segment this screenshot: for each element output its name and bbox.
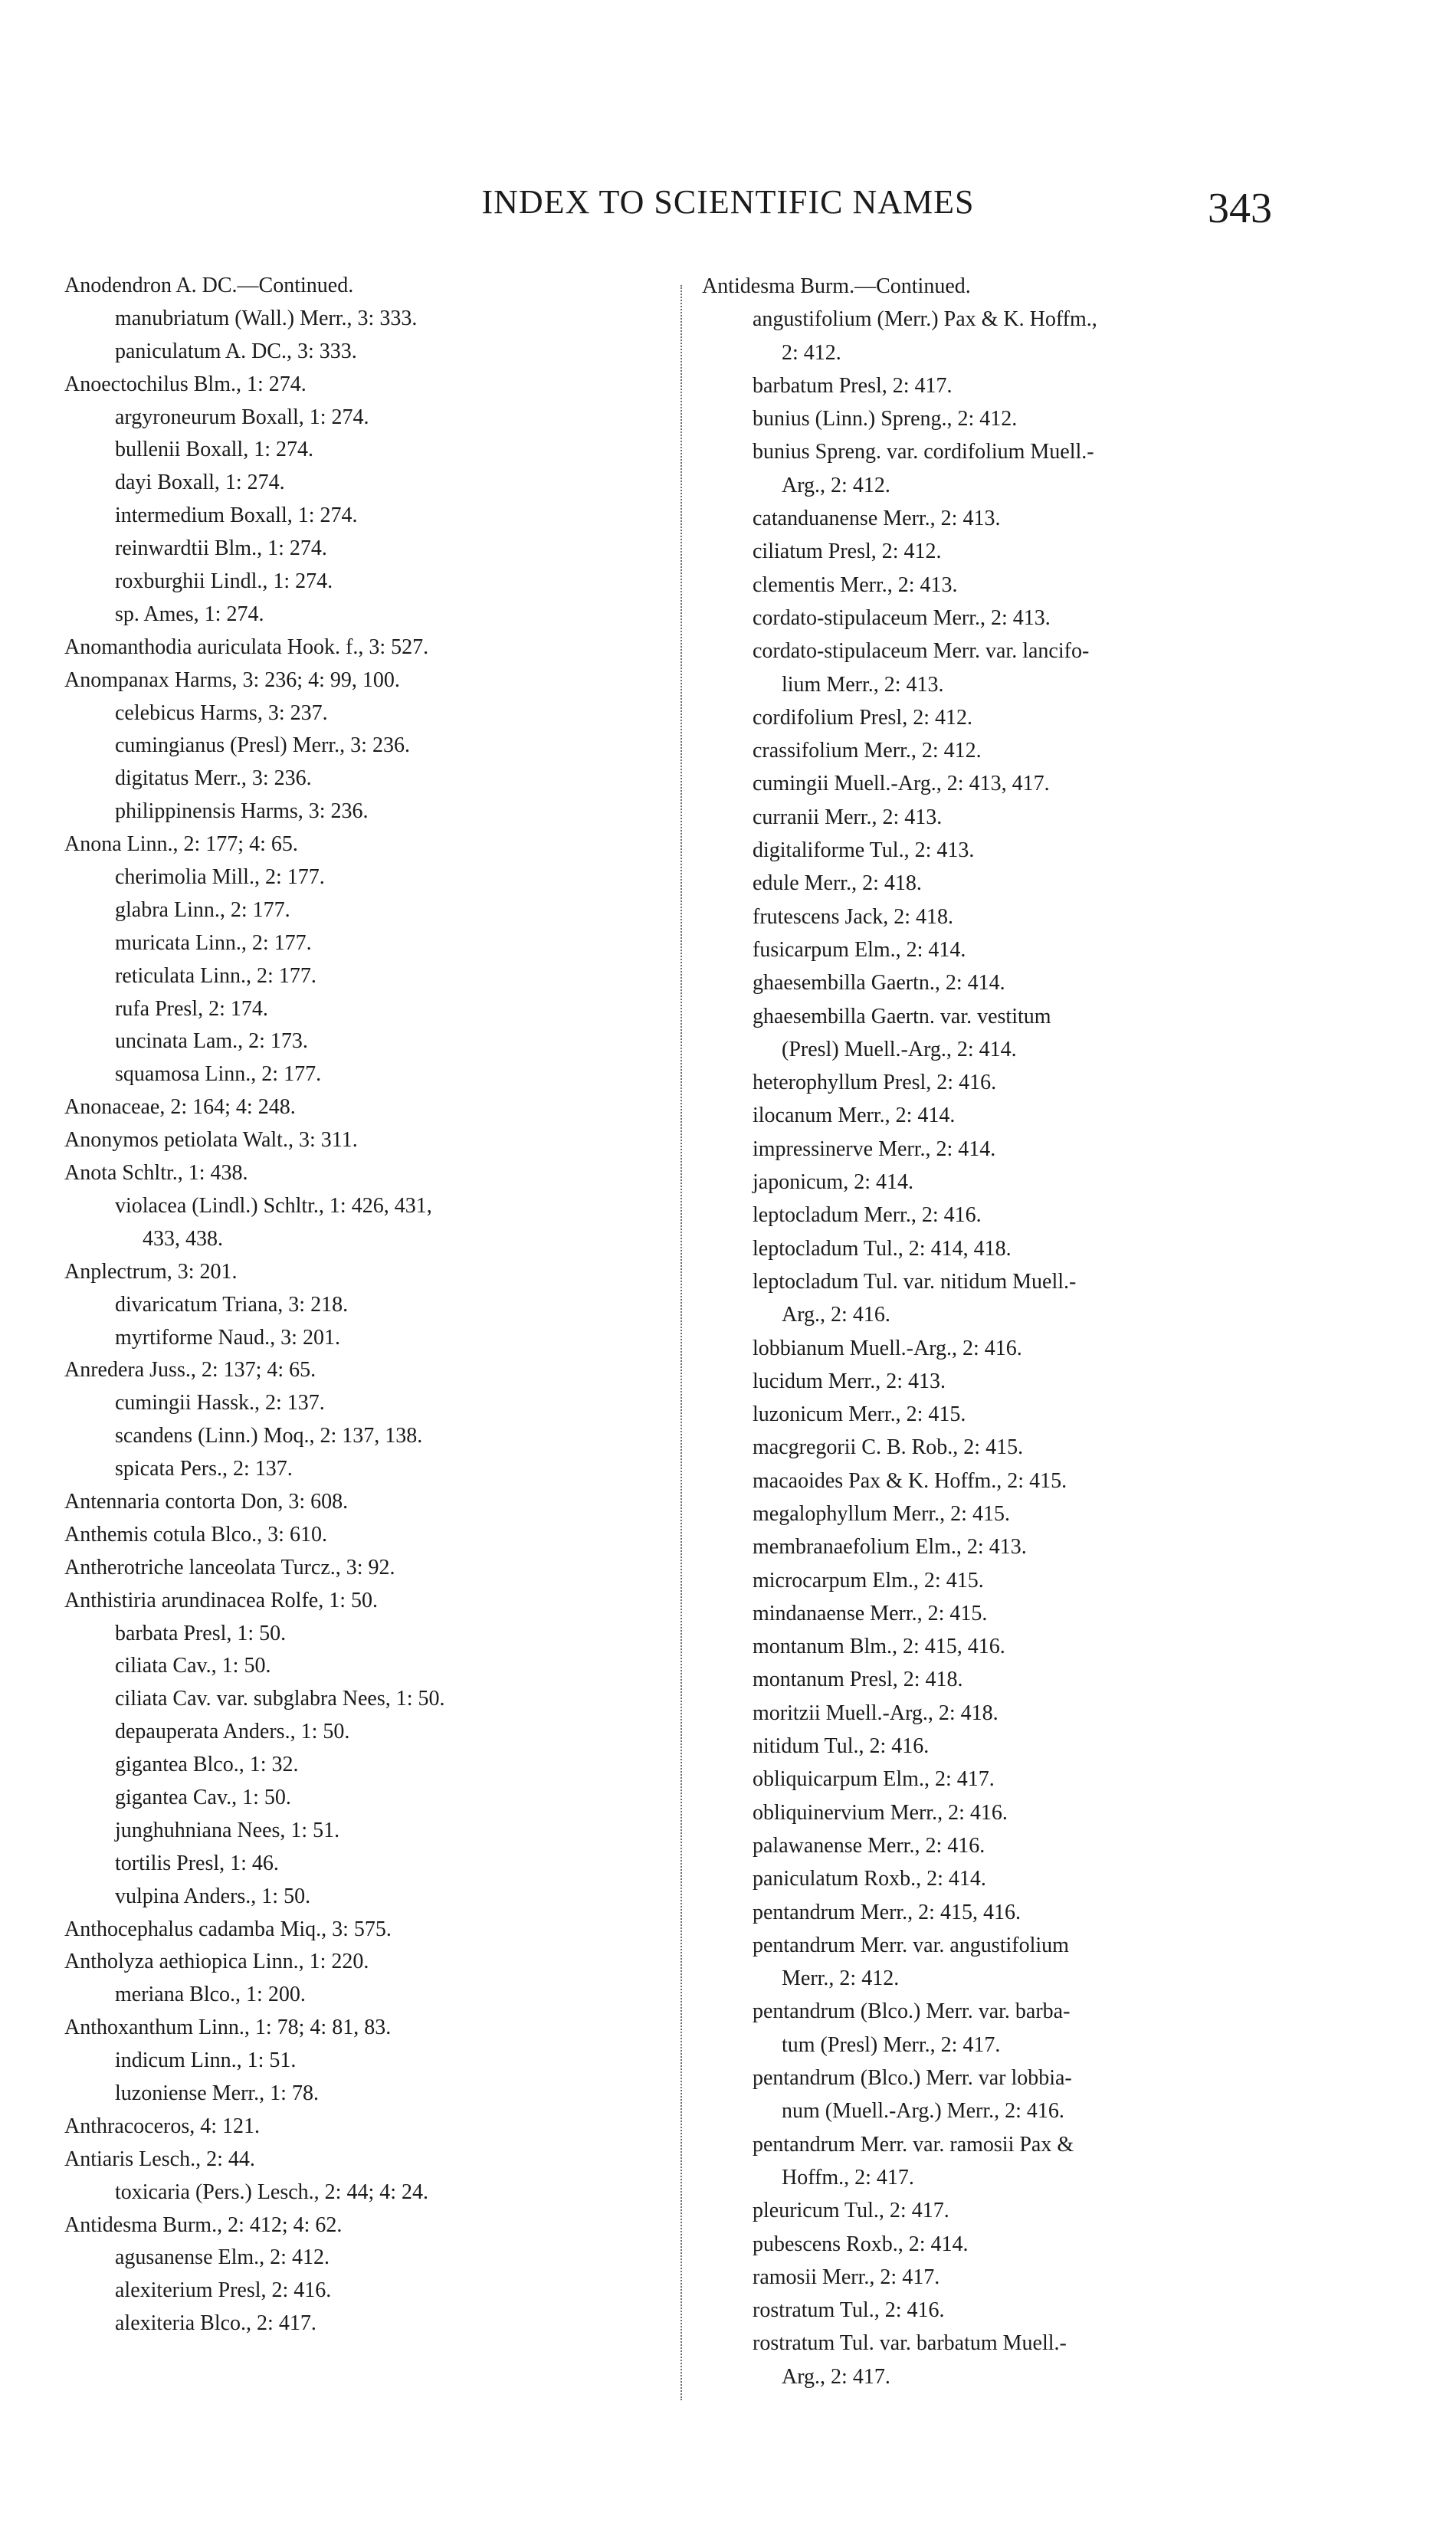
index-entry: frutescens Jack, 2: 418. bbox=[753, 904, 954, 929]
index-entry-continuation: Arg., 2: 412. bbox=[782, 473, 890, 497]
index-entry-continuation: lium Merr., 2: 413. bbox=[782, 672, 944, 697]
index-entry-continuation: Arg., 2: 416. bbox=[782, 1303, 890, 1327]
index-entry-continuation: (Presl) Muell.-Arg., 2: 414. bbox=[782, 1037, 1017, 1061]
index-entry: Anoectochilus Blm., 1: 274. bbox=[64, 372, 307, 396]
index-entry: rostratum Tul., 2: 416. bbox=[753, 2298, 945, 2323]
index-entry: meriana Blco., 1: 200. bbox=[115, 1983, 306, 2007]
index-entry-continuation: 2: 412. bbox=[782, 340, 841, 365]
running-head: INDEX TO SCIENTIFIC NAMES bbox=[481, 183, 975, 221]
index-entry: luzonicum Merr., 2: 415. bbox=[753, 1402, 966, 1427]
index-entry: bullenii Boxall, 1: 274. bbox=[115, 438, 313, 462]
index-entry: Anthracoceros, 4: 121. bbox=[64, 2114, 261, 2138]
index-entry: edule Merr., 2: 418. bbox=[753, 871, 922, 896]
index-entry: argyroneurum Boxall, 1: 274. bbox=[115, 405, 369, 429]
index-entry: clementis Merr., 2: 413. bbox=[753, 572, 958, 597]
index-entry: alexiteria Blco., 2: 417. bbox=[115, 2311, 316, 2336]
index-entry: cordifolium Presl, 2: 412. bbox=[753, 705, 972, 730]
index-entry: Antiaris Lesch., 2: 44. bbox=[64, 2147, 255, 2171]
index-entry: curranii Merr., 2: 413. bbox=[753, 805, 943, 829]
index-entry: glabra Linn., 2: 177. bbox=[115, 897, 290, 922]
index-entry: crassifolium Merr., 2: 412. bbox=[753, 739, 982, 763]
index-entry: Anthistiria arundinacea Rolfe, 1: 50. bbox=[64, 1588, 378, 1612]
index-entry: scandens (Linn.) Moq., 2: 137, 138. bbox=[115, 1424, 423, 1448]
index-entry: gigantea Cav., 1: 50. bbox=[115, 1785, 291, 1809]
index-entry-continuation: num (Muell.-Arg.) Merr., 2: 416. bbox=[782, 2099, 1064, 2124]
index-entry: obliquinervium Merr., 2: 416. bbox=[753, 1800, 1008, 1825]
index-entry: Anomanthodia auriculata Hook. f., 3: 527. bbox=[64, 635, 429, 659]
index-entry: catanduanense Merr., 2: 413. bbox=[753, 507, 1001, 531]
index-entry-continuation: 433, 438. bbox=[143, 1226, 223, 1251]
index-entry: palawanense Merr., 2: 416. bbox=[753, 1833, 985, 1858]
index-entry: nitidum Tul., 2: 416. bbox=[753, 1734, 930, 1759]
index-entry: luzoniense Merr., 1: 78. bbox=[115, 2081, 319, 2105]
index-entry: toxicaria (Pers.) Lesch., 2: 44; 4: 24. bbox=[115, 2180, 429, 2204]
index-entry: spicata Pers., 2: 137. bbox=[115, 1457, 293, 1481]
index-entry: ilocanum Merr., 2: 414. bbox=[753, 1104, 956, 1128]
index-entry: paniculatum A. DC., 3: 333. bbox=[115, 339, 357, 363]
index-entry: philippinensis Harms, 3: 236. bbox=[115, 799, 369, 824]
index-entry: megalophyllum Merr., 2: 415. bbox=[753, 1501, 1010, 1526]
index-entry: obliquicarpum Elm., 2: 417. bbox=[753, 1767, 995, 1792]
index-entry: manubriatum (Wall.) Merr., 3: 333. bbox=[115, 306, 418, 330]
index-entry: Anredera Juss., 2: 137; 4: 65. bbox=[64, 1358, 316, 1383]
index-entry: macgregorii C. B. Rob., 2: 415. bbox=[753, 1435, 1024, 1460]
index-entry: ramosii Merr., 2: 417. bbox=[753, 2265, 940, 2289]
index-entry: macaoides Pax & K. Hoffm., 2: 415. bbox=[753, 1468, 1067, 1493]
index-entry: vulpina Anders., 1: 50. bbox=[115, 1884, 311, 1908]
index-entry: reinwardtii Blm., 1: 274. bbox=[115, 536, 327, 561]
index-entry-continuation: Merr., 2: 412. bbox=[782, 1966, 900, 1991]
index-entry: sp. Ames, 1: 274. bbox=[115, 602, 264, 626]
index-entry: cumingianus (Presl) Merr., 3: 236. bbox=[115, 733, 410, 758]
index-entry: cumingii Muell.-Arg., 2: 413, 417. bbox=[753, 772, 1050, 796]
index-entry: Antennaria contorta Don, 3: 608. bbox=[64, 1489, 349, 1514]
index-entry: Anthoxanthum Linn., 1: 78; 4: 81, 83. bbox=[64, 2016, 392, 2040]
index-entry: violacea (Lindl.) Schltr., 1: 426, 431, bbox=[115, 1193, 432, 1218]
index-entry: barbata Presl, 1: 50. bbox=[115, 1621, 287, 1645]
index-entry: indicum Linn., 1: 51. bbox=[115, 2048, 297, 2073]
index-entry: angustifolium (Merr.) Pax & K. Hoffm., bbox=[753, 307, 1097, 332]
index-entry: intermedium Boxall, 1: 274. bbox=[115, 504, 358, 528]
index-entry: tortilis Presl, 1: 46. bbox=[115, 1851, 279, 1875]
index-entry: cordato-stipulaceum Merr., 2: 413. bbox=[753, 605, 1051, 630]
index-entry: Antidesma Burm., 2: 412; 4: 62. bbox=[64, 2212, 343, 2237]
index-entry: rostratum Tul. var. barbatum Muell.- bbox=[753, 2331, 1067, 2356]
index-entry: agusanense Elm., 2: 412. bbox=[115, 2245, 330, 2270]
index-entry-continuation: tum (Presl) Merr., 2: 417. bbox=[782, 2032, 1001, 2057]
index-entry-continuation: Hoffm., 2: 417. bbox=[782, 2165, 914, 2190]
index-entry: divaricatum Triana, 3: 218. bbox=[115, 1292, 349, 1317]
index-entry: pentandrum (Blco.) Merr. var. barba- bbox=[753, 1999, 1071, 2024]
right-column bbox=[702, 270, 1277, 2393]
index-entry: ghaesembilla Gaertn., 2: 414. bbox=[753, 971, 1005, 996]
index-entry: cumingii Hassk., 2: 137. bbox=[115, 1391, 325, 1415]
index-entry: pubescens Roxb., 2: 414. bbox=[753, 2232, 969, 2256]
index-entry: bunius (Linn.) Spreng., 2: 412. bbox=[753, 407, 1018, 431]
page-number: 343 bbox=[1208, 185, 1272, 232]
index-entry: ghaesembilla Gaertn. var. vestitum bbox=[753, 1004, 1051, 1028]
index-entry: squamosa Linn., 2: 177. bbox=[115, 1062, 322, 1087]
index-entry: montanum Presl, 2: 418. bbox=[753, 1668, 963, 1692]
index-entry: pentandrum Merr. var. angustifolium bbox=[753, 1933, 1069, 1957]
index-entry: paniculatum Roxb., 2: 414. bbox=[753, 1867, 986, 1891]
index-entry: leptocladum Tul. var. nitidum Muell.- bbox=[753, 1269, 1077, 1294]
index-entry: Anodendron A. DC.—Continued. bbox=[64, 274, 354, 297]
index-entry: pentandrum (Blco.) Merr. var lobbia- bbox=[753, 2066, 1072, 2091]
index-entry: rufa Presl, 2: 174. bbox=[115, 996, 268, 1021]
index-entry: impressinerve Merr., 2: 414. bbox=[753, 1137, 996, 1161]
index-entry: leptocladum Merr., 2: 416. bbox=[753, 1203, 982, 1228]
index-entry: japonicum, 2: 414. bbox=[753, 1170, 913, 1195]
index-entry: Anthocephalus cadamba Miq., 3: 575. bbox=[64, 1917, 392, 1941]
index-entry: celebicus Harms, 3: 237. bbox=[115, 700, 328, 725]
index-entry: barbatum Presl, 2: 417. bbox=[753, 373, 953, 398]
index-entry: lobbianum Muell.-Arg., 2: 416. bbox=[753, 1336, 1022, 1360]
index-entry: Anthemis cotula Blco., 3: 610. bbox=[64, 1522, 327, 1547]
index-entry: cordato-stipulaceum Merr. var. lancifo- bbox=[753, 639, 1090, 664]
index-entry: mindanaense Merr., 2: 415. bbox=[753, 1601, 988, 1625]
index-entry: pentandrum Merr. var. ramosii Pax & bbox=[753, 2132, 1074, 2157]
index-entry: gigantea Blco., 1: 32. bbox=[115, 1753, 299, 1777]
index-entry: reticulata Linn., 2: 177. bbox=[115, 963, 316, 988]
index-entry: ciliata Cav., 1: 50. bbox=[115, 1654, 271, 1678]
index-entry: Anplectrum, 3: 201. bbox=[64, 1259, 238, 1284]
index-entry: leptocladum Tul., 2: 414, 418. bbox=[753, 1236, 1012, 1261]
index-entry: cherimolia Mill., 2: 177. bbox=[115, 865, 325, 890]
index-entry: depauperata Anders., 1: 50. bbox=[115, 1720, 350, 1744]
index-entry: heterophyllum Presl, 2: 416. bbox=[753, 1071, 997, 1095]
index-entry: lucidum Merr., 2: 413. bbox=[753, 1369, 946, 1393]
index-entry: Anonaceae, 2: 164; 4: 248. bbox=[64, 1095, 296, 1120]
index-entry: pleuricum Tul., 2: 417. bbox=[753, 2199, 949, 2223]
left-column bbox=[64, 270, 668, 2340]
index-entry: digitaliforme Tul., 2: 413. bbox=[753, 838, 975, 863]
index-entry: junghuhniana Nees, 1: 51. bbox=[115, 1818, 340, 1842]
index-entry: Antidesma Burm.—Continued. bbox=[702, 274, 971, 298]
index-entry: pentandrum Merr., 2: 415, 416. bbox=[753, 1900, 1021, 1924]
index-entry: uncinata Lam., 2: 173. bbox=[115, 1029, 308, 1054]
index-entry: dayi Boxall, 1: 274. bbox=[115, 471, 285, 495]
index-entry: Anonymos petiolata Walt., 3: 311. bbox=[64, 1128, 358, 1153]
index-entry: Anompanax Harms, 3: 236; 4: 99, 100. bbox=[64, 668, 400, 692]
index-entry: digitatus Merr., 3: 236. bbox=[115, 766, 312, 791]
index-entry: roxburghii Lindl., 1: 274. bbox=[115, 569, 333, 594]
index-entry: alexiterium Presl, 2: 416. bbox=[115, 2278, 332, 2303]
index-entry: membranaefolium Elm., 2: 413. bbox=[753, 1535, 1027, 1560]
index-entry: myrtiforme Naud., 3: 201. bbox=[115, 1325, 340, 1350]
index-entry: bunius Spreng. var. cordifolium Muell.- bbox=[753, 440, 1094, 464]
index-entry: microcarpum Elm., 2: 415. bbox=[753, 1568, 984, 1593]
index-entry: montanum Blm., 2: 415, 416. bbox=[753, 1635, 1005, 1659]
index-entry: ciliatum Presl, 2: 412. bbox=[753, 540, 942, 564]
index-entry: moritzii Muell.-Arg., 2: 418. bbox=[753, 1701, 999, 1725]
index-entry: ciliata Cav. var. subglabra Nees, 1: 50. bbox=[115, 1687, 445, 1711]
index-entry-continuation: Arg., 2: 417. bbox=[782, 2364, 890, 2389]
index-entry: Anona Linn., 2: 177; 4: 65. bbox=[64, 832, 298, 857]
index-entry: fusicarpum Elm., 2: 414. bbox=[753, 937, 966, 962]
index-entry: Antherotriche lanceolata Turcz., 3: 92. bbox=[64, 1555, 395, 1579]
index-entry: Antholyza aethiopica Linn., 1: 220. bbox=[64, 1950, 369, 1974]
column-divider bbox=[680, 285, 682, 2400]
index-entry: muricata Linn., 2: 177. bbox=[115, 930, 312, 955]
index-entry: Anota Schltr., 1: 438. bbox=[64, 1161, 248, 1186]
